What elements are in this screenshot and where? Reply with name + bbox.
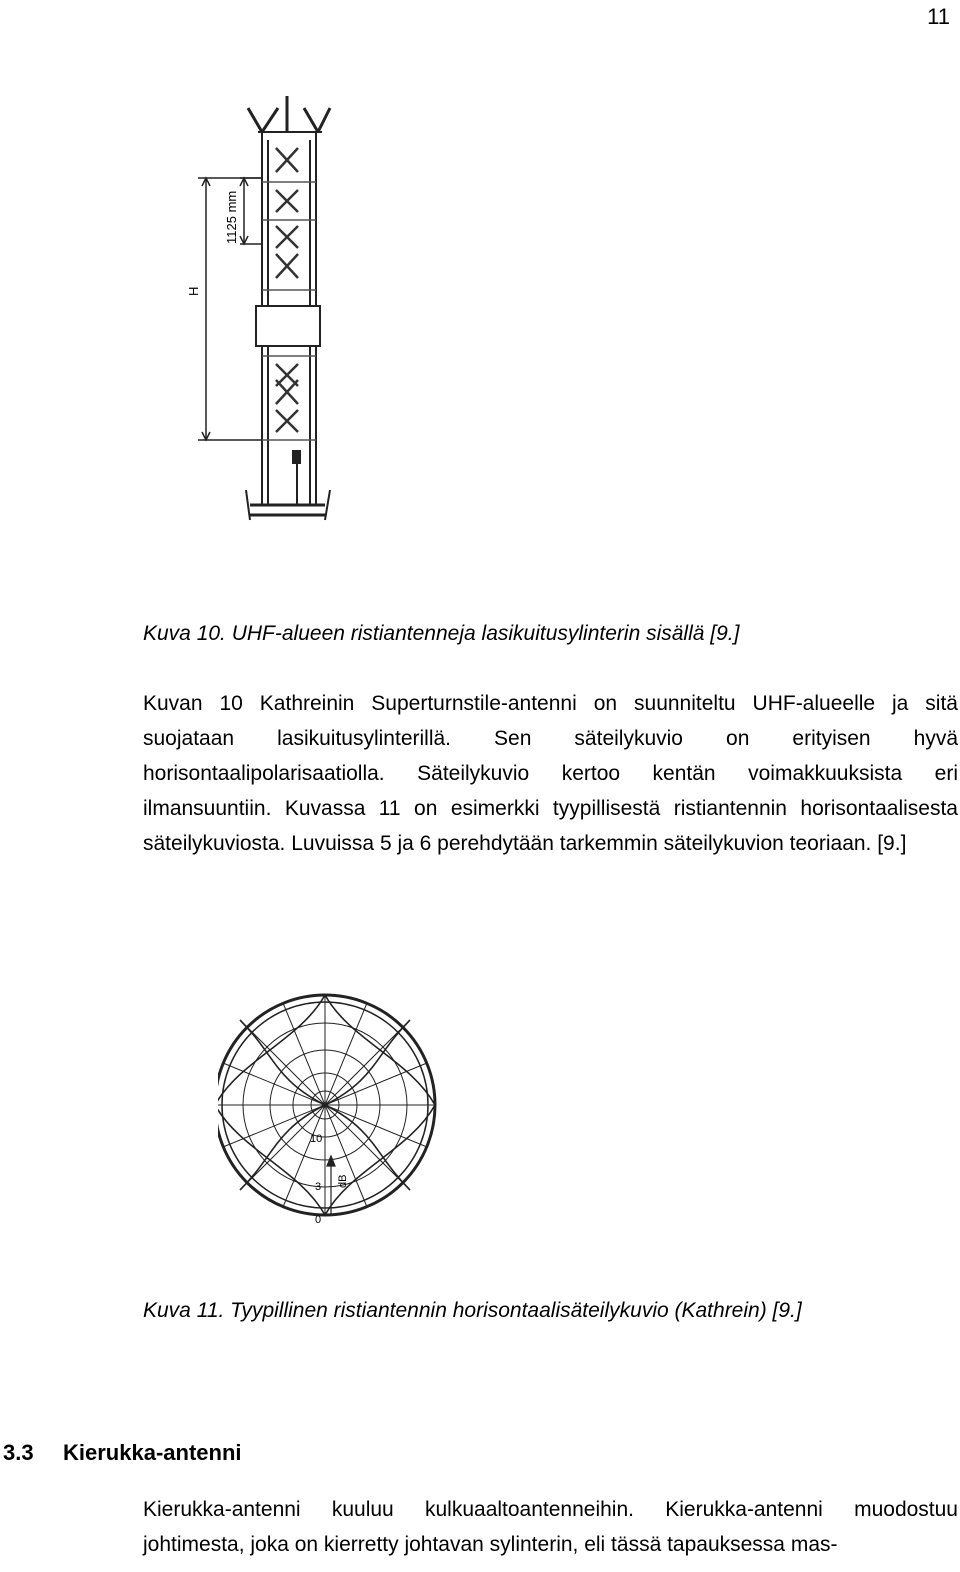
unit-label-db: dB — [337, 1174, 349, 1188]
section-title: Kierukka-antenni — [63, 1440, 242, 1465]
dimension-label-h: H — [186, 286, 201, 296]
scale-label-3: 3 — [315, 1181, 322, 1193]
dimension-label-1125: 1125 mm — [224, 190, 239, 244]
page-number: 11 — [927, 4, 950, 29]
section-number: 3.3 — [3, 1440, 34, 1465]
figure-10-caption: Kuva 10. UHF-alueen ristiantenneja lasikuitusylinterin sisällä [9.] — [143, 622, 740, 645]
paragraph-2: Kierukka-antenni kuuluu kulkuaaltoantenneihin. Kierukka-antenni muodostuu johtimesta, joka on kierretty johtavan sylinterin, eli tässä tapauksessa mas- — [143, 1498, 958, 1556]
scale-label-10: 10 — [310, 1133, 323, 1145]
radiation-pattern-diagram — [218, 968, 438, 1248]
paragraph-1: Kuvan 10 Kathreinin Superturnstile-antenni on suunniteltu UHF-alueelle ja sitä suojataan lasikuitusylinterillä. Sen säteilykuvio on erityisen hyvä horisontaalipolarisaatiolla. Säteilykuvio kertoo kentän voimakkuuksista eri ilmansuuntiin. Kuvassa 11 on esimerkki tyypillisestä ristiantennin horisontaalisesta säteilykuviosta. Luvuissa 5 ja 6 perehdytään tarkemmin säteilykuvion teoriaan. [9.] — [143, 692, 958, 855]
scale-label-0: 0 — [315, 1214, 322, 1226]
section-heading — [3, 1440, 242, 1466]
figure-11-caption: Kuva 11. Tyypillinen ristiantennin horisontaalisäteilykuvio (Kathrein) [9.] — [143, 1299, 802, 1322]
antenna-mast-drawing — [180, 88, 350, 528]
